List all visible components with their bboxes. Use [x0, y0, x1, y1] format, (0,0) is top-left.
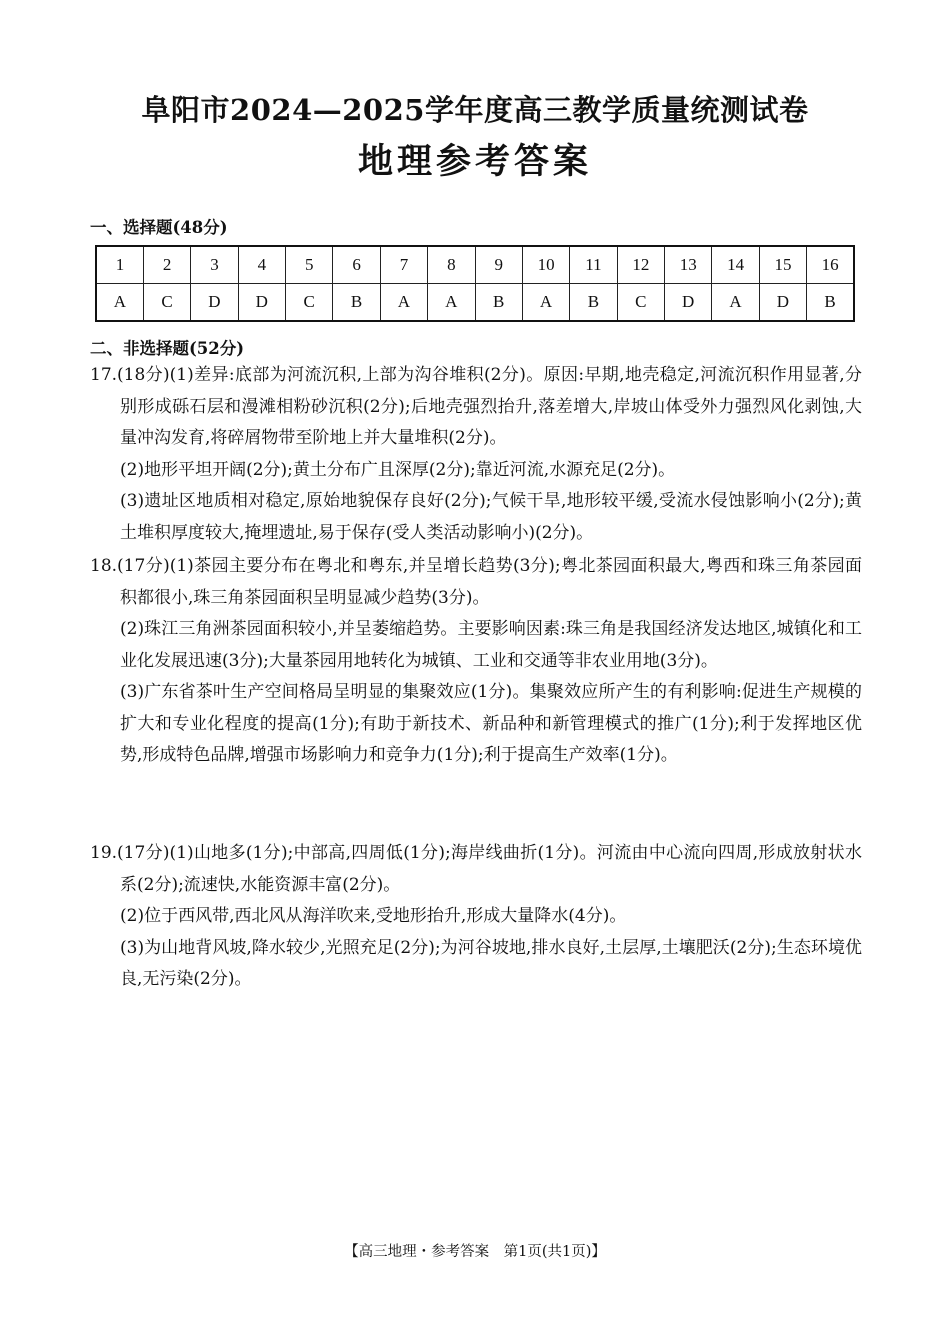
- q17-part3: (3)遗址区地质相对稳定,原始地貌保存良好(2分);气候干旱,地形较平缓,受流水侵蚀影响小(2分);黄土堆积厚度较大,掩埋遗址,易于保存(受人类活动影响小)(2分)。: [120, 491, 862, 543]
- question-number: 6: [333, 246, 380, 284]
- answer-cell: B: [475, 284, 522, 322]
- question-number-row: [96, 246, 854, 284]
- question-number: 5: [286, 246, 333, 284]
- answer-cell: D: [665, 284, 712, 322]
- section-heading-choice: 一、选择题(48分): [90, 218, 228, 237]
- answer-cell: A: [96, 284, 143, 322]
- q17-part2: (2)地形平坦开阔(2分);黄土分布广且深厚(2分);靠近河流,水源充足(2分)。: [120, 459, 676, 480]
- q18-part2: (2)珠江三角洲茶园面积较小,并呈萎缩趋势。主要影响因素:珠三角是我国经济发达地区,城镇化和工业化发展迅速(3分);大量茶园用地转化为城镇、工业和交通等非农业用地(3分)。: [120, 619, 862, 671]
- question-number: 3: [191, 246, 238, 284]
- question-number: 7: [380, 246, 427, 284]
- answer-cell: B: [570, 284, 617, 322]
- answer-cell: C: [617, 284, 664, 322]
- question-number: 12: [617, 246, 664, 284]
- question-number: 14: [712, 246, 759, 284]
- q19-part1: 19.(17分)(1)山地多(1分);中部高,四周低(1分);海岸线曲折(1分)。河流由中心流向四周,形成放射状水系(2分);流速快,水能资源丰富(2分)。: [90, 843, 862, 895]
- answer-cell: C: [143, 284, 190, 322]
- q19-part3: (3)为山地背风坡,降水较少,光照充足(2分);为河谷坡地,排水良好,土层厚,土壤肥沃(2分);生态环境优良,无污染(2分)。: [120, 937, 862, 989]
- answer-cell: B: [807, 284, 854, 322]
- q18-part3: (3)广东省茶叶生产空间格局呈明显的集聚效应(1分)。集聚效应所产生的有利影响:促进生产规模的扩大和专业化程度的提高(1分);有助于新技术、新品种和新管理模式的推广(1分);利于发挥地区优势,形成特色品牌,增强市场影响力和竞争力(1分);利于提高生产效率(1分)。: [120, 682, 862, 765]
- question-number: 15: [759, 246, 806, 284]
- q18-part1: 18.(17分)(1)茶园主要分布在粤北和粤东,并呈增长趋势(3分);粤北茶园面积最大,粤西和珠三角茶园面积都很小,珠三角茶园面积呈明显减少趋势(3分)。: [90, 556, 862, 608]
- document-subtitle: 地理参考答案: [357, 141, 592, 182]
- question-number: 16: [807, 246, 854, 284]
- answer-cell: A: [712, 284, 759, 322]
- q17-part1: 17.(18分)(1)差异:底部为河流沉积,上部为沟谷堆积(2分)。原因:早期,地壳稳定,河流沉积作用显著,分别形成砾石层和漫滩相粉砂沉积(2分);后地壳强烈抬升,落差增大,岸坡山体受外力强烈风化剥蚀,大量冲沟发育,将碎屑物带至阶地上并大量堆积(2分)。: [90, 365, 862, 448]
- question-17-answer: [90, 360, 862, 549]
- choice-answer-table: [95, 245, 855, 322]
- answer-row: [96, 284, 854, 322]
- answer-cell: D: [191, 284, 238, 322]
- question-19-answer: [90, 838, 862, 996]
- question-number: 13: [665, 246, 712, 284]
- answer-cell: C: [286, 284, 333, 322]
- question-number: 1: [96, 246, 143, 284]
- question-number: 2: [143, 246, 190, 284]
- question-18-answer: [90, 551, 862, 772]
- q19-part2: (2)位于西风带,西北风从海洋吹来,受地形抬升,形成大量降水(4分)。: [120, 906, 627, 926]
- question-number: 4: [238, 246, 285, 284]
- answer-cell: A: [428, 284, 475, 322]
- page-footer: 【高三地理・参考答案 第1页(共1页)】: [344, 1244, 606, 1260]
- answer-cell: A: [522, 284, 569, 322]
- answer-cell: B: [333, 284, 380, 322]
- answer-cell: D: [238, 284, 285, 322]
- question-number: 11: [570, 246, 617, 284]
- answer-cell: A: [380, 284, 427, 322]
- question-number: 9: [475, 246, 522, 284]
- question-number: 8: [428, 246, 475, 284]
- document-title: 阜阳市2024—2025学年度高三教学质量统测试卷: [141, 93, 809, 127]
- answer-cell: D: [759, 284, 806, 322]
- question-number: 10: [522, 246, 569, 284]
- section-heading-nonchoice: 二、非选择题(52分): [90, 339, 245, 358]
